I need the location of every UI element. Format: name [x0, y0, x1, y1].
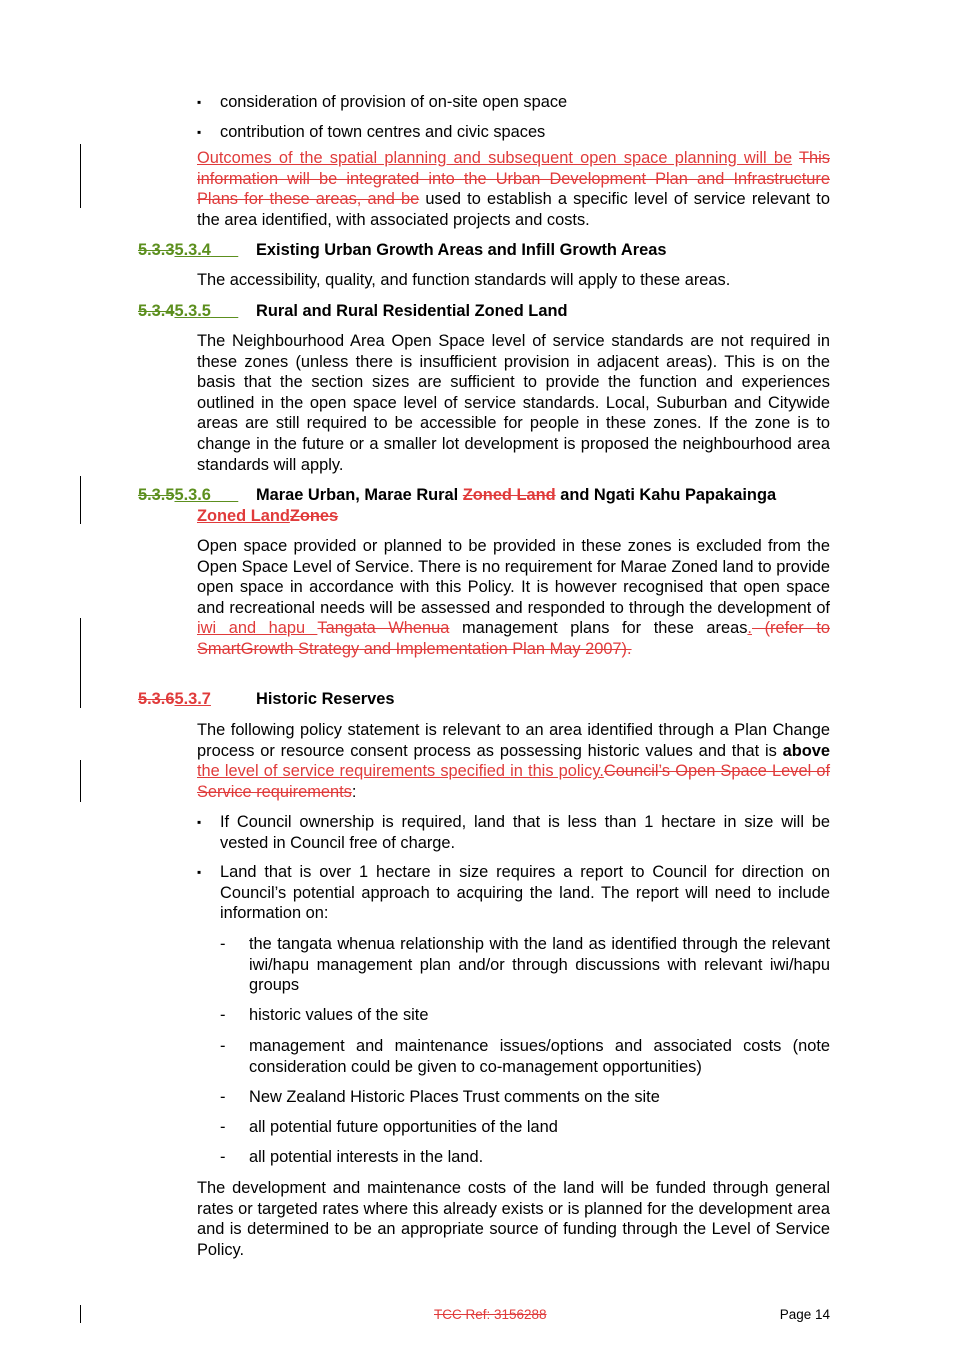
change-bar [80, 760, 81, 802]
section-title: Rural and Rural Residential Zoned Land [256, 302, 568, 320]
list-item-text: consideration of provision of on-site open space [220, 93, 568, 111]
dash-marker: - [220, 1037, 226, 1055]
page-number: Page 14 [779, 1307, 830, 1322]
list-item-text: contribution of town centres and civic spaces [220, 123, 546, 141]
outcomes-paragraph [197, 148, 830, 230]
deleted-text: Zoned Land [462, 486, 556, 504]
bullet-marker: ▪ [197, 95, 202, 109]
deleted-text: Zones [289, 506, 339, 525]
bullet-marker: ▪ [197, 125, 202, 139]
accessibility-paragraph: The accessibility, quality, and function standards will apply to these areas. [197, 271, 731, 289]
deleted-text: Council’s Open Space Level of Service requirements [197, 762, 830, 801]
list-item-text: historic values of the site [249, 1006, 429, 1024]
section-title: Existing Urban Growth Areas and Infill Growth Areas [256, 241, 667, 259]
inserted-number: 5.3.5 [174, 302, 211, 320]
change-bar [80, 618, 81, 708]
list-item-text: New Zealand Historic Places Trust comments on the site [249, 1088, 660, 1106]
list-item-text: If Council ownership is required, land that is less than 1 hectare in size will be vested in Council free of charge. [220, 813, 830, 852]
section-number [138, 689, 211, 710]
historic-paragraph: The following policy statement is relevant to an area identified through a Plan Change process or resource consent process as possessing historic values and that is above the level of service requirements specified in this policy.Council’s Open Space Level of Service requirements: [197, 721, 830, 801]
bullet-marker: ▪ [197, 815, 202, 829]
deleted-text: This information will be integrated into the Urban Development Plan and Infrastructure Plans for these areas, and be [197, 149, 830, 209]
deleted-text: (refer to SmartGrowth Strategy and Implementation Plan May 2007). [197, 619, 830, 658]
paragraph-text: used to establish a specific level of service relevant to the area identified, with associated projects and costs. [197, 190, 830, 229]
funding-paragraph: The development and maintenance costs of the land will be funded through general rates or targeted rates where this already exists or is planned for the development area and is determined to be an appropriate source of funding through the Level of Service Policy. [197, 1179, 830, 1259]
inserted-number: 5.3.4 [174, 241, 211, 259]
deleted-number: 5.3.6 [138, 690, 175, 708]
dash-marker: - [220, 1006, 226, 1024]
rural-paragraph: The Neighbourhood Area Open Space level of service standards are not required in these zones (unless there is insufficient provision in adjacent areas). This is on the basis that the section sizes are sufficient to provide the function and experiences outlined in the open space level of service standards. Local, Suburban and Citywide areas are still required to be accessible for people in these zones. If the zone is to change in the future or a smaller lot development is proposed the neighbourhood area standards will apply. [197, 332, 830, 474]
list-item-text: Land that is over 1 hectare in size requires a report to Council for direction on Council’s potential approach to acquiring the land. The report will need to include information on: [220, 863, 830, 923]
section-number [138, 240, 238, 261]
list-item-text: all potential future opportunities of the land [249, 1118, 558, 1136]
inserted-text: the level of service requirements specified in this policy. [197, 762, 604, 781]
footer-reference: TCC Ref: 3156288 [434, 1307, 547, 1322]
inserted-number: 5.3.6 [174, 486, 211, 504]
section-title: Marae Urban, Marae Rural Zoned Land and Ngati Kahu Papakainga Zoned LandZones [197, 486, 777, 525]
inserted-number: 5.3.7 [174, 690, 211, 708]
list-item-text: management and maintenance issues/options and associated costs (note consideration could be given to co-management opportunities) [249, 1037, 830, 1076]
section-title: Historic Reserves [256, 690, 395, 708]
dash-marker: - [220, 935, 226, 953]
change-bar [80, 1305, 81, 1323]
deleted-text: Tangata Whenua [317, 619, 450, 638]
change-bar [80, 144, 81, 208]
list-item-text: the tangata whenua relationship with the land as identified through the relevant iwi/hapu management plan and/or through discussions with relevant iwi/hapu groups [249, 935, 830, 995]
marae-paragraph: Open space provided or planned to be provided in these zones is excluded from the Open Space Level of Service. There is no requirement for Marae Zoned land to provide open space in accordance with this Policy. It is however recognised that open space and recreational needs will be assessed and responded to through the development of iwi and hapu Tangata Whenua management plans for these areas. (refer to SmartGrowth Strategy and Implementation Plan May 2007). [197, 537, 830, 658]
dash-marker: - [220, 1088, 226, 1106]
bullet-marker: ▪ [197, 865, 202, 879]
inserted-text: Zoned Land [197, 506, 290, 525]
deleted-number: 5.3.4 [138, 302, 175, 320]
section-number [138, 301, 238, 322]
deleted-number: 5.3.5 [138, 486, 175, 504]
inserted-text: . [747, 619, 752, 638]
list-item-text: all potential interests in the land. [249, 1148, 484, 1166]
inserted-text: Outcomes of the spatial planning and subsequent open space planning will be [197, 149, 793, 167]
section-number [138, 485, 238, 506]
inserted-text: iwi and hapu [197, 619, 318, 638]
deleted-number: 5.3.3 [138, 241, 175, 259]
dash-marker: - [220, 1148, 226, 1166]
change-bar [80, 476, 81, 524]
dash-marker: - [220, 1118, 226, 1136]
